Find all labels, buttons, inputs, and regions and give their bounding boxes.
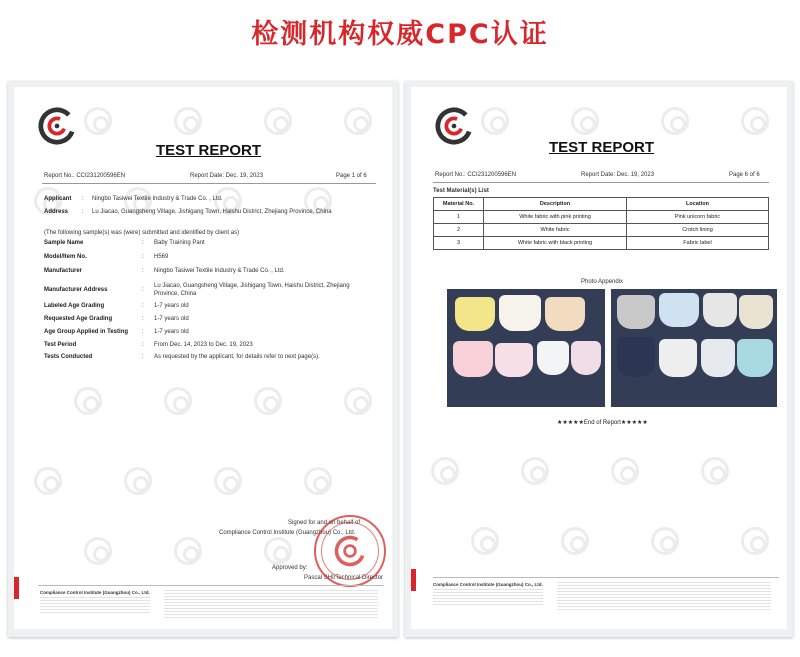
watermark-icon [304, 467, 332, 495]
colon: : [142, 329, 144, 335]
column-header: Material No. [434, 198, 484, 211]
footer-disclaimer-text [557, 582, 771, 610]
diaper-item [659, 293, 699, 327]
diaper-item [617, 295, 655, 329]
field-value: 1-7 years old [154, 329, 189, 335]
table-row [434, 224, 769, 237]
watermark-icon [214, 467, 242, 495]
diaper-item [571, 341, 601, 375]
diaper-item [701, 339, 735, 377]
page-edge-ribbon [14, 577, 19, 599]
field-row [44, 283, 384, 299]
watermark-icon [34, 467, 62, 495]
footer-divider [38, 585, 384, 586]
watermark-icon [661, 107, 689, 135]
watermark-icon [571, 107, 599, 135]
watermark-icon [561, 527, 589, 555]
report-date: Report Date: Dec. 19, 2023 [581, 172, 655, 178]
field-value: H569 [154, 254, 169, 260]
report-number: Report No.: CCI231200596EN [435, 172, 517, 178]
diaper-item [455, 297, 495, 331]
material-list-title: Test Material(s) List [433, 188, 489, 194]
table-cell: White fabric with pink printing [484, 211, 627, 224]
diaper-item [703, 293, 737, 327]
product-photo-2 [611, 289, 777, 407]
field-label: Model/Item No. [44, 254, 87, 260]
field-value: Ningbo Tasiwei Textile Industry & Trade Co. , Ltd. [154, 268, 285, 274]
table-cell: Fabric label [627, 237, 769, 250]
diaper-item [739, 295, 773, 329]
watermark-icon [264, 537, 292, 565]
diaper-item [495, 343, 533, 377]
field-value: 1-7 years old [154, 303, 189, 309]
colon: : [82, 196, 84, 202]
field-value: As requested by the applicant, for details refer to next page(s). [154, 354, 320, 360]
table-header-row [434, 198, 769, 211]
watermark-icon [74, 387, 102, 415]
field-value: Lu Jiacao, Guangsheng Village, Jishigang Town, Haishu District, Zhejiang [154, 283, 350, 289]
footer-company: Compliance Control Institute (Guangzhou) Co., Ltd. [40, 590, 150, 595]
watermark-icon [701, 457, 729, 485]
table-cell: 2 [434, 224, 484, 237]
table-row [434, 211, 769, 224]
colon: : [142, 316, 144, 322]
report-page-6-frame [405, 81, 793, 637]
diaper-item [453, 341, 493, 377]
field-label: Age Group Applied in Testing [44, 329, 128, 335]
diaper-item [617, 337, 655, 377]
approver-name: Pascal SHI/Technical Director [304, 575, 384, 581]
sample-intro-note: (The following sample(s) was (were) submitted and identified by client as) [44, 230, 240, 236]
table-row [434, 237, 769, 250]
watermark-icon [431, 457, 459, 485]
watermark-icon [471, 527, 499, 555]
footer-disclaimer-text [164, 590, 378, 618]
watermark-icon [611, 457, 639, 485]
page-number: Page 6 of 6 [729, 172, 760, 178]
watermark-icon [741, 527, 769, 555]
stamp-logo-icon [332, 533, 368, 569]
field-value: 1-7 years old [154, 316, 189, 322]
field-label: Manufacturer Address [44, 287, 108, 293]
photo-appendix-title: Photo Appendix [581, 279, 624, 285]
colon: : [142, 342, 144, 348]
table-cell: 3 [434, 237, 484, 250]
colon: : [142, 303, 144, 309]
table-cell: 1 [434, 211, 484, 224]
diaper-item [545, 297, 585, 331]
diaper-item [737, 339, 773, 377]
field-label: Tests Conducted [44, 354, 93, 360]
report-title: TEST REPORT [156, 142, 262, 159]
address-label: Address [44, 209, 69, 215]
address-value: Lu Jiacao, Guangsheng Village, Jishigang Town, Haishu District, Zhejiang Province, China [92, 209, 332, 215]
watermark-icon [84, 107, 112, 135]
watermark-icon [174, 107, 202, 135]
colon: : [82, 209, 84, 215]
field-label: Sample Name [44, 240, 84, 246]
watermark-icon [521, 457, 549, 485]
field-value: From Dec. 14, 2023 to Dec. 19, 2023 [154, 342, 253, 348]
watermark-icon [254, 387, 282, 415]
footer-address-text [40, 597, 150, 615]
table-cell: White fabric [484, 224, 627, 237]
colon: : [142, 354, 144, 360]
signed-on-behalf-text: Signed for and on behalf of [288, 520, 361, 526]
table-cell: White fabric with black printing [484, 237, 627, 250]
watermark-icon [344, 387, 372, 415]
report-date: Report Date: Dec. 19, 2023 [190, 173, 264, 179]
material-table [433, 197, 769, 250]
signing-company: Compliance Control Institute (Guangzhou) Co., Ltd. [219, 530, 356, 536]
field-label: Labeled Age Grading [44, 303, 105, 309]
applicant-label: Applicant [44, 196, 72, 202]
table-cell: Crotch lining [627, 224, 769, 237]
cci-logo-icon [435, 107, 473, 145]
watermark-icon [264, 107, 292, 135]
column-header: Location [627, 198, 769, 211]
watermark-icon [651, 527, 679, 555]
report-number: Report No.: CCI231200596EN [44, 173, 126, 179]
approved-by-label: Approved by: [272, 565, 308, 571]
footer-divider [433, 577, 779, 578]
footer-company: Compliance Control Institute (Guangzhou) Co., Ltd. [433, 582, 543, 587]
cci-logo-icon [38, 107, 76, 145]
report-page-1-frame [8, 81, 398, 637]
field-value-continued: Province, China [154, 291, 197, 297]
page-number: Page 1 of 6 [336, 173, 367, 179]
colon: : [142, 268, 144, 274]
field-label: Requested Age Grading [44, 316, 113, 322]
field-label: Test Period [44, 342, 77, 348]
report-page-6 [411, 87, 787, 629]
colon: : [142, 287, 144, 293]
watermark-icon [741, 107, 769, 135]
watermark-icon [481, 107, 509, 135]
watermark-icon [164, 387, 192, 415]
watermark-icon [174, 537, 202, 565]
footer-address-text [433, 589, 543, 607]
divider [433, 182, 769, 183]
company-stamp [314, 515, 386, 587]
report-title: TEST REPORT [549, 139, 655, 156]
watermark-icon [84, 537, 112, 565]
table-cell: Pink unicorn fabric [627, 211, 769, 224]
divider [42, 183, 376, 184]
watermark-icon [124, 467, 152, 495]
watermark-icon [344, 107, 372, 135]
report-page-1 [14, 87, 392, 629]
field-value: Baby Training Pant [154, 240, 205, 246]
headline: 检测机构权威CPC认证 [251, 19, 549, 50]
applicant-value: Ningbo Tasiwei Textile Industry & Trade Co. , Ltd. [92, 196, 223, 202]
page-edge-ribbon [411, 569, 416, 591]
diaper-item [659, 339, 697, 377]
colon: : [142, 240, 144, 246]
colon: : [142, 254, 144, 260]
column-header: Description [484, 198, 627, 211]
diaper-item [499, 295, 541, 331]
field-label: Manufacturer [44, 268, 83, 274]
end-of-report: ★★★★★End of Report★★★★★ [557, 420, 648, 426]
product-photo-1 [447, 289, 605, 407]
diaper-item [537, 341, 569, 375]
